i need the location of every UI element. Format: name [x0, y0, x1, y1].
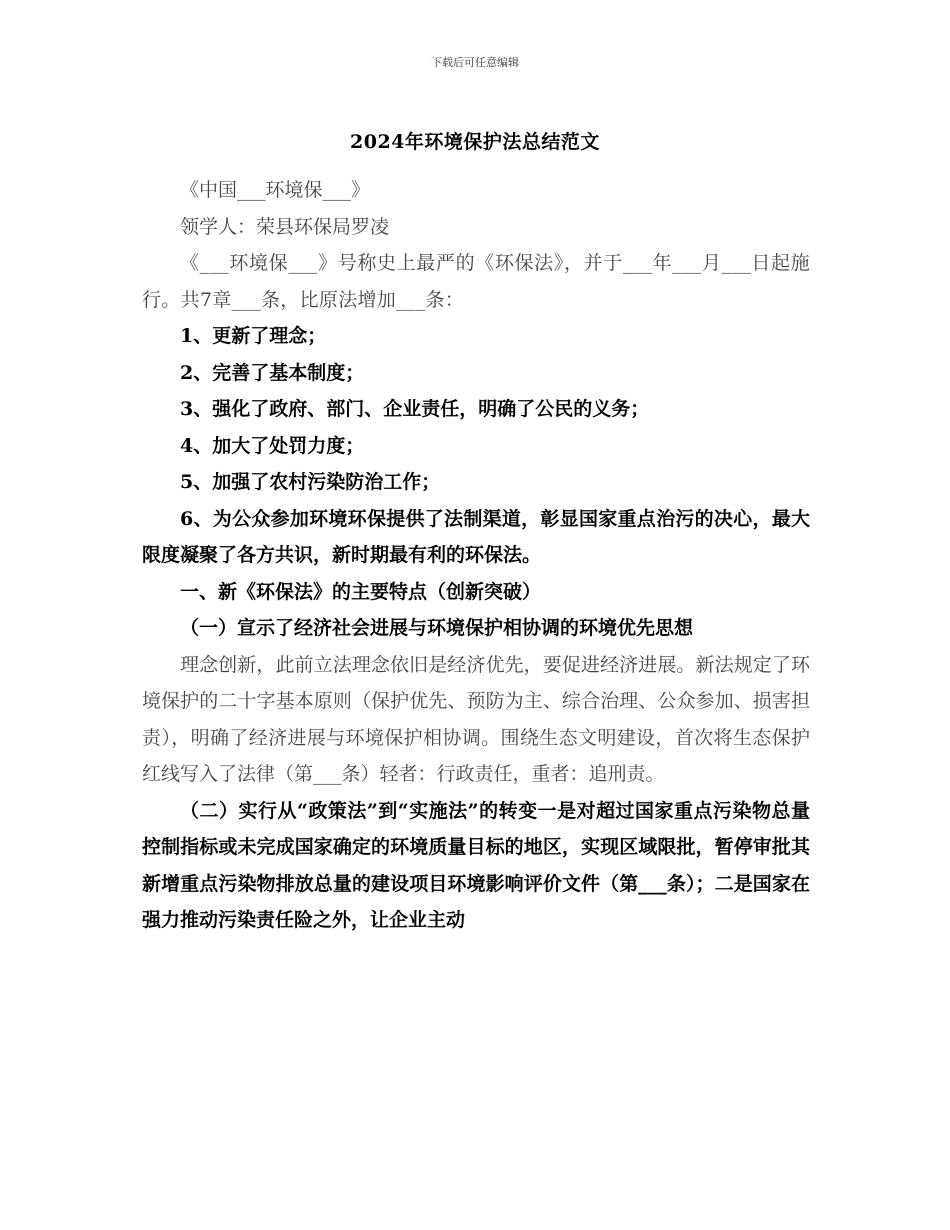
paragraph-law-title: 《中国___环境保___》	[180, 179, 371, 201]
list-item-2: 2、完善了基本制度；	[180, 361, 365, 384]
list-item-3: 3、强化了政府、部门、企业责任，明确了公民的义务；	[180, 398, 650, 420]
subsection-heading-2: （二）实行从“政策法”到“实施法”的转变一是对超过国家重点污染物总量控制指标或未完成国家确定的环境质量目标的地区，实现区域限批，暂停审批其新增重点污染物排放总量的建设项目环境影响评价文件（第___条）；二是国家在强力推动污染责任险之外，让企业主动	[142, 799, 810, 931]
list-item-1: 1、更新了理念；	[180, 325, 327, 347]
section-heading-1: 一、新《环保法》的主要特点（创新突破）	[180, 580, 542, 603]
paragraph-presenter: 领学人：荣县环保局罗凌	[180, 215, 390, 238]
document-body	[142, 172, 810, 939]
document-title: 2024年环境保护法总结范文	[350, 131, 600, 153]
paragraph-concept-innovation: 理念创新，此前立法理念依旧是经济优先，要促进经济进展。新法规定了环境保护的二十字基本原则（保护优先、预防为主、综合治理、公众参加、损害担责），明确了经济进展与环境保护相协调。围绕生态文明建设，首次将生态保护红线写入了法律（第___条）轻者：行政责任，重者：追刑责。	[142, 653, 810, 785]
paragraph-intro: 《___环境保___》号称史上最严的《环保法》，并于___年___月___日起施行。共7章___条，比原法增加___条：	[142, 252, 810, 311]
list-item-6: 6、为公众参加环境环保提供了法制渠道，彰显国家重点治污的决心，最大限度凝聚了各方共识，新时期最有利的环保法。	[142, 507, 810, 566]
subsection-heading-1: （一）宣示了经济社会进展与环境保护相协调的环境优先思想	[180, 617, 694, 639]
list-item-5: 5、加强了农村污染防治工作；	[180, 471, 441, 493]
list-item-4: 4、加大了处罚力度；	[180, 434, 365, 457]
header-note: 下载后可任意编辑	[431, 56, 519, 69]
